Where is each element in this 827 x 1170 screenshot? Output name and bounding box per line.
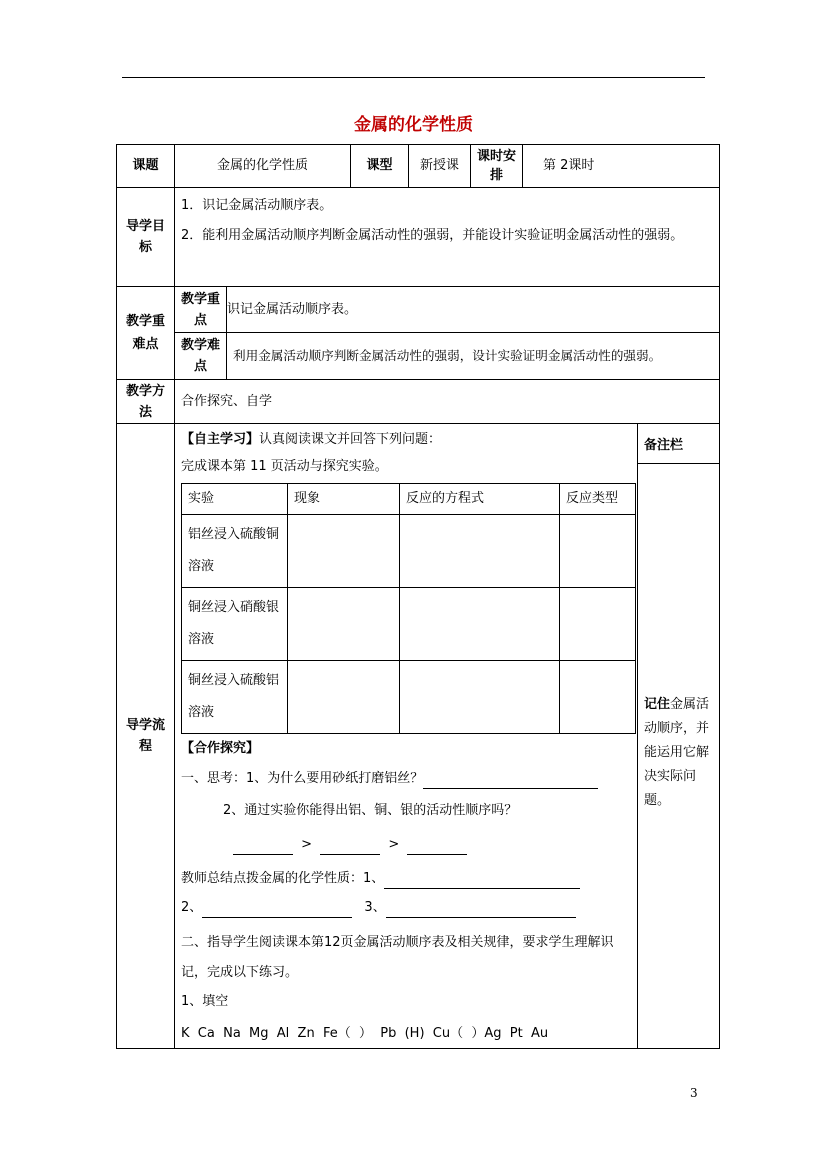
exp-header-equation: 反应的方程式 xyxy=(400,484,560,515)
process-row xyxy=(117,424,720,1049)
table-row xyxy=(182,661,636,734)
type-value: 新授课 xyxy=(409,145,471,188)
property-blank-1[interactable] xyxy=(384,888,580,889)
exp-cell xyxy=(560,661,636,734)
activity-series: K Ca Na Mg Al Zn Fe（ ） Pb (H) Cu（ ）Ag Pt Au xyxy=(181,1026,549,1041)
notes-label: 备注栏 xyxy=(638,427,719,464)
difficulty-text: 利用金属活动顺序判断金属活动性的强弱，设计实验证明金属活动性的强弱。 xyxy=(227,333,720,380)
self-study-title: 【自主学习】 xyxy=(181,432,260,447)
task-text: 完成课本第 11 页活动与探究实验。 xyxy=(181,459,388,474)
difficulty-row xyxy=(117,333,720,380)
exp-cell xyxy=(560,515,636,588)
exp-header-type: 反应类型 xyxy=(560,484,636,515)
property-blank-3[interactable] xyxy=(386,917,576,918)
objectives-row xyxy=(117,188,720,287)
order-blank-2[interactable] xyxy=(320,854,380,855)
question-1: 一、思考：1、为什么要用砂纸打磨铝丝？ xyxy=(181,771,424,786)
table-row xyxy=(182,515,636,588)
property-blank-2[interactable] xyxy=(202,917,352,918)
method-row xyxy=(117,380,720,424)
self-study-text: 认真阅读课文并回答下列问题： xyxy=(259,432,442,447)
exp-cell xyxy=(400,515,560,588)
method-label: 教学方法 xyxy=(117,380,175,424)
exp-cell xyxy=(400,588,560,661)
exp-header-phenomenon: 现象 xyxy=(288,484,400,515)
exp-cell xyxy=(288,515,400,588)
exp-cell xyxy=(288,661,400,734)
lesson-plan-table xyxy=(116,144,720,1049)
exp-cell: 铜丝浸入硫酸铝溶液 xyxy=(182,661,288,734)
order-blank-3[interactable] xyxy=(407,854,467,855)
topic-value: 金属的化学性质 xyxy=(175,145,351,188)
teacher-summary: 教师总结点拨金属的化学性质：1、 xyxy=(181,871,385,886)
topic-label: 课题 xyxy=(117,145,175,188)
type-label: 课型 xyxy=(351,145,409,188)
guide-text: 二、指导学生阅读课本第12页金属活动顺序表及相关规律，要求学生理解识记，完成以下练习。 xyxy=(181,935,614,980)
exp-cell: 铜丝浸入硝酸银溶液 xyxy=(182,588,288,661)
item-3-label: 3、 xyxy=(364,900,386,915)
gt-sign: > xyxy=(301,837,313,852)
difficulty-label: 教学难点 xyxy=(175,333,227,380)
method-text: 合作探究、自学 xyxy=(175,380,720,424)
header-row xyxy=(117,145,720,188)
exp-header-experiment: 实验 xyxy=(182,484,288,515)
exp-cell xyxy=(560,588,636,661)
coop-title: 【合作探究】 xyxy=(181,741,260,756)
objective-2: 2．能利用金属活动顺序判断金属活动性的强弱，并能设计实验证明金属活动性的强弱。 xyxy=(181,228,684,243)
page-title: 金属的化学性质 xyxy=(354,115,473,135)
question-2: 2、通过实验你能得出铝、铜、银的活动性顺序吗？ xyxy=(223,803,518,818)
key-points-label: 教学重难点 xyxy=(117,287,175,380)
objectives-label: 导学目标 xyxy=(117,188,175,287)
focus-text: 识记金属活动顺序表。 xyxy=(227,287,720,333)
focus-label: 教学重点 xyxy=(175,287,227,333)
exp-cell xyxy=(288,588,400,661)
notes-emphasis: 记住 xyxy=(644,697,671,712)
exp-cell: 铝丝浸入硫酸铜溶液 xyxy=(182,515,288,588)
answer-line-1[interactable] xyxy=(423,788,598,789)
item-2-label: 2、 xyxy=(181,900,203,915)
gt-sign: > xyxy=(388,837,400,852)
schedule-label: 课时安排 xyxy=(471,145,523,188)
focus-row xyxy=(117,287,720,333)
exp-cell xyxy=(400,661,560,734)
header-rule xyxy=(122,77,705,78)
experiment-table xyxy=(181,483,636,734)
page-number: 3 xyxy=(690,1086,698,1100)
experiment-header-row xyxy=(182,484,636,515)
notes-text: 金属活动顺序，并能运用它解决实际问题。 xyxy=(644,697,710,808)
objective-1: 1．识记金属活动顺序表。 xyxy=(181,198,333,213)
schedule-value: 第 2课时 xyxy=(523,145,720,188)
process-label: 导学流程 xyxy=(117,424,175,1049)
table-row xyxy=(182,588,636,661)
fill-title: 1、填空 xyxy=(181,994,229,1009)
order-blank-1[interactable] xyxy=(233,854,293,855)
